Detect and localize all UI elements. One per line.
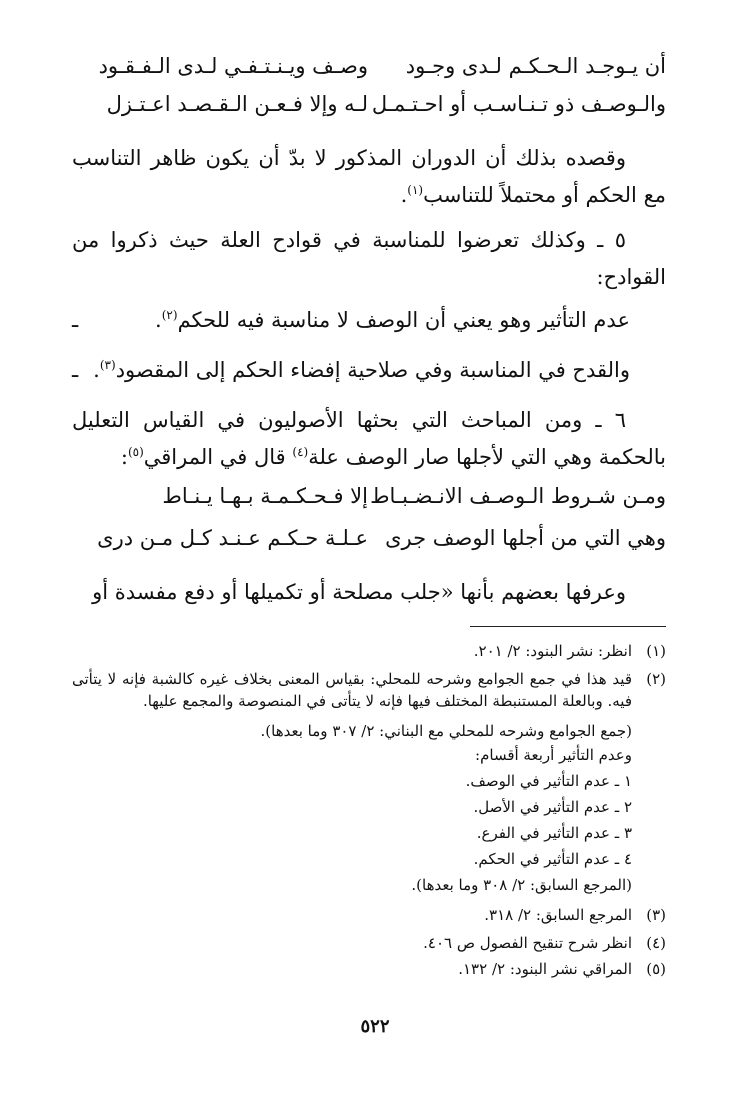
footnote-5-text: المراقي نشر البنود: ٢/ ١٣٢. bbox=[458, 960, 632, 978]
footnote-3-text: المرجع السابق: ٢/ ٣١٨. bbox=[484, 906, 632, 924]
bullet-1-end: . bbox=[155, 308, 162, 332]
bullet-item-1 bbox=[72, 308, 666, 332]
footnote-2-line-4: ٢ ـ عدم التأثير في الأصل. bbox=[473, 798, 632, 816]
paragraph-4: وعرفها بعضهم بأنها «جلب مصلحة أو تكميلها أو دفع مفسدة أو bbox=[92, 580, 626, 604]
footnote-2-text: قيد هذا في جمع الجوامع وشرحه للمحلي: بقياس المعنى بخلاف غيره كالشبة فإنه لا يتأتى فيه. وبالعلة المستنبطة المختلف فيها فإنه لا يتأتى في المنصوصة والمجمع عليها. bbox=[72, 670, 632, 710]
footnote-1-number: (١) bbox=[646, 642, 666, 660]
bullet-item-2 bbox=[72, 358, 666, 382]
paragraph-1 bbox=[72, 140, 666, 214]
bullet-2-text: والقدح في المناسبة وفي صلاحية إفضاء الحكم إلى المقصود bbox=[115, 358, 630, 382]
verse-3-first-hemistich: ومـن شـروط الـوصـف الانـضـبـاط bbox=[370, 484, 666, 508]
verse-2-second-hemistich: لـه وإلا فـعـن الـقـصـد اعـتـزل bbox=[106, 92, 368, 116]
footnote-ref-3: (٣) bbox=[99, 358, 116, 372]
footnote-ref-5: (٥) bbox=[127, 445, 144, 459]
footnote-2-line-5: ٣ ـ عدم التأثير في الفرع. bbox=[476, 824, 632, 842]
bullet-1-dash: ـ bbox=[72, 308, 79, 332]
footnote-1 bbox=[72, 640, 666, 662]
verse-4-first-hemistich: وهي التي من أجلها الوصف جرى bbox=[385, 526, 666, 550]
footnote-4 bbox=[72, 932, 666, 954]
paragraph-3-end: : bbox=[120, 445, 128, 469]
footnote-2-line-6: ٤ ـ عدم التأثير في الحكم. bbox=[473, 850, 632, 868]
footnote-ref-2: (٢) bbox=[161, 308, 178, 322]
footnote-2-number: (٢) bbox=[646, 670, 666, 688]
paragraph-1-text: وقصده بذلك أن الدوران المذكور لا بدّ أن يكون ظاهر التناسب مع الحكم أو محتملاً للتناسب bbox=[72, 146, 666, 207]
verse-3-second-hemistich: إلا فـحـكـمـة بـهـا يـنـاط bbox=[162, 484, 368, 508]
verse-1-second-hemistich: وصـف ويـنـتـفـي لـدى الـفـقـود bbox=[98, 54, 368, 78]
footnote-separator bbox=[470, 626, 666, 627]
footnote-1-text: انظر: نشر البنود: ٢/ ٢٠١. bbox=[473, 642, 632, 660]
bullet-2-dash: ـ bbox=[72, 358, 79, 382]
footnote-2-line-2: وعدم التأثير أربعة أقسام: bbox=[475, 746, 632, 764]
verse-2-first-hemistich: والـوصـف ذو تـنـاسـب أو احـتـمـل bbox=[371, 92, 666, 116]
paragraph-3-text-b: قال في المراقي bbox=[143, 445, 293, 469]
footnote-ref-1: (١) bbox=[407, 183, 424, 197]
paragraph-3 bbox=[72, 402, 666, 476]
paragraph-1-end: . bbox=[400, 183, 408, 207]
footnote-2-line-7: (المرجع السابق: ٢/ ٣٠٨ وما بعدها). bbox=[411, 876, 632, 894]
bullet-2-end: . bbox=[93, 358, 100, 382]
footnote-4-number: (٤) bbox=[646, 934, 666, 952]
footnote-5 bbox=[72, 958, 666, 980]
footnote-2-line-3: ١ ـ عدم التأثير في الوصف. bbox=[465, 772, 632, 790]
footnote-4-text: انظر شرح تنقيح الفصول ص ٤٠٦. bbox=[423, 934, 632, 952]
verse-1-first-hemistich: أن يـوجـد الـحـكـم لـدى وجـود bbox=[405, 54, 666, 78]
bullet-1-text: عدم التأثير وهو يعني أن الوصف لا مناسبة فيه للحكم bbox=[177, 308, 630, 332]
footnote-5-number: (٥) bbox=[646, 960, 666, 978]
paragraph-2: ٥ ـ وكذلك تعرضوا للمناسبة في قوادح العلة حيث ذكروا من القوادح: bbox=[72, 228, 666, 289]
page-number: ٥٢٢ bbox=[360, 1016, 390, 1037]
verse-4-second-hemistich: عـلـة حـكـم عـنـد كـل مـن درى bbox=[97, 526, 368, 550]
footnote-2-line-1: (جمع الجوامع وشرحه للمحلي مع البناني: ٢/ ٣٠٧ وما بعدها). bbox=[260, 722, 632, 740]
footnote-3 bbox=[72, 904, 666, 926]
footnote-2 bbox=[72, 668, 666, 712]
footnote-ref-4: (٤) bbox=[292, 445, 309, 459]
paragraph-3-text: ٦ ـ ومن المباحث التي بحثها الأصوليون في القياس التعليل بالحكمة وهي التي لأجلها صار الوصف علة bbox=[72, 408, 666, 469]
footnote-3-number: (٣) bbox=[646, 906, 666, 924]
